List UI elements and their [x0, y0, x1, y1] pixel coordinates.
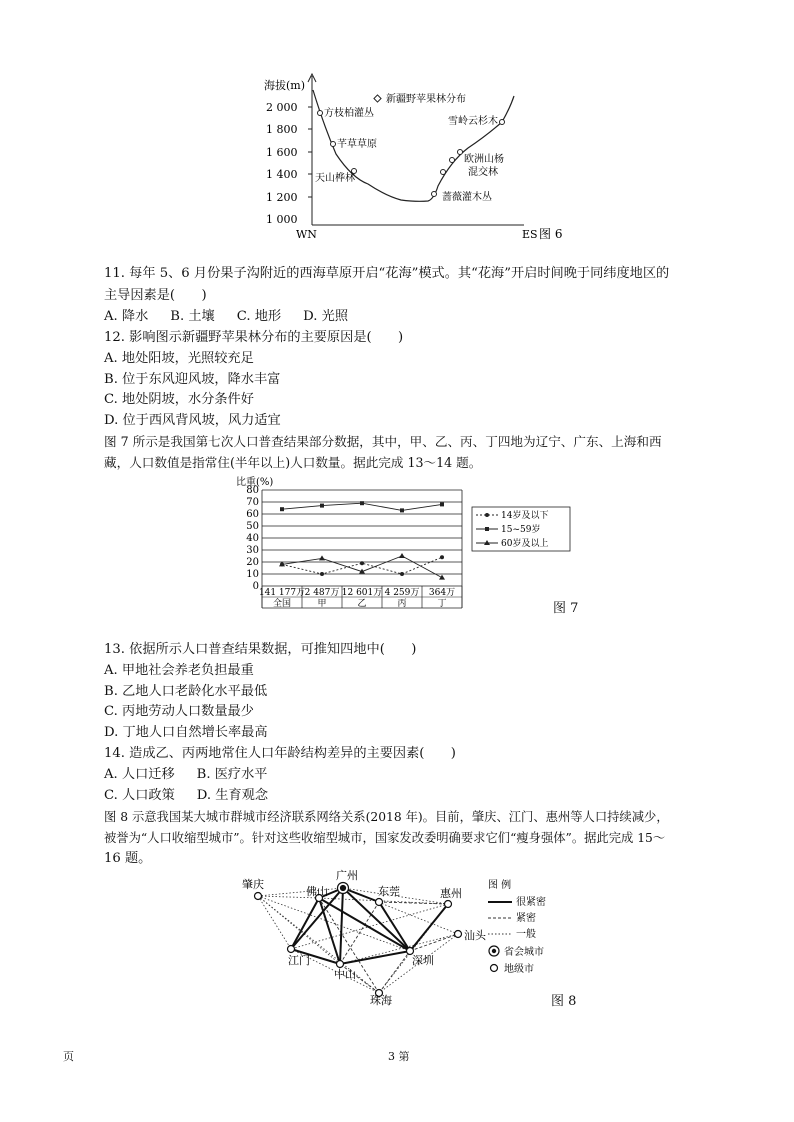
node-zhongshan — [337, 961, 344, 968]
fig8-caption: 图 8 — [551, 994, 577, 1009]
legend-series-0: 14岁及以下 — [501, 511, 549, 521]
chart-point — [319, 555, 325, 560]
q14-option-d[interactable]: D. 生育观念 — [196, 788, 269, 803]
q14-option-b[interactable]: B. 医疗水平 — [196, 767, 268, 782]
q13-option-a[interactable]: A. 甲地社会养老负担最重 — [104, 663, 254, 678]
intro7-line2: 藏，人口数值是指常住(半年以上)人口数量。据此完成 13～14 题。 — [104, 455, 482, 470]
intro8-line3: 16 题。 — [104, 851, 152, 866]
legend-prefecture: 地级市 — [504, 964, 534, 975]
fig8-legend — [488, 878, 546, 975]
fig6-ytick: 1 400 — [266, 168, 298, 181]
legend-series-2: 60岁及以上 — [501, 539, 549, 549]
fig6-xlabel-left: WN — [296, 228, 317, 241]
q12-option-d[interactable]: D. 位于西风背风坡，风力适宜 — [104, 413, 281, 428]
chart-ytick: 10 — [246, 569, 259, 580]
q14-option-c[interactable]: C. 人口政策 — [104, 788, 175, 803]
chart-category-label: 甲 — [317, 599, 327, 609]
city-dongguan: 东莞 — [378, 885, 400, 898]
intro7-line1: 图 7 所示是我国第七次人口普查结果部分数据，其中，甲、乙、丙、丁四地为辽宁、广东、上海和西 — [104, 434, 662, 449]
chart-point — [399, 553, 405, 558]
chart-point — [280, 507, 284, 511]
city-foshan: 佛山 — [306, 885, 328, 898]
footer-page-number: 3 第 — [388, 1050, 410, 1063]
fig6-ylabel: 海拔(m) — [264, 79, 306, 92]
chart-ytick: 50 — [246, 521, 259, 532]
chart-point — [439, 575, 445, 580]
chart-population-label: 141 177万 — [258, 588, 306, 598]
city-huizhou: 惠州 — [440, 887, 462, 900]
chart-point — [360, 561, 364, 565]
fig6-label-birch: 天山桦林 — [315, 173, 355, 184]
city-shantou: 汕头 — [464, 929, 486, 942]
node-dongguan — [376, 899, 383, 906]
city-shenzhen: 深圳 — [412, 954, 434, 967]
q11-option-a[interactable]: A. 降水 — [104, 309, 149, 324]
city-zhaoqing: 肇庆 — [242, 878, 264, 891]
chart-category-label: 乙 — [357, 599, 367, 609]
q14-options-row1 — [104, 765, 290, 785]
chart-population-label: 12 601万 — [341, 588, 383, 598]
chart-ytick: 70 — [246, 497, 259, 508]
q13-option-d[interactable]: D. 丁地人口自然增长率最高 — [104, 725, 268, 740]
intro8-line2: 被誉为“人口收缩型城市”。针对这些收缩型城市，国家发改委明确要求它们“瘦身强体”。据此完成 15～ — [104, 831, 666, 845]
fig8-legend-title: 图 例 — [488, 880, 512, 891]
q11-option-d[interactable]: D. 光照 — [303, 309, 349, 324]
fig7-caption: 图 7 — [553, 601, 579, 616]
city-zhuhai: 珠海 — [370, 994, 392, 1007]
chart-ytick: 30 — [246, 545, 259, 556]
chart-ylabel: 比重(%) — [236, 477, 274, 488]
chart-population-label: 2 487万 — [304, 588, 340, 598]
chart-point — [440, 502, 444, 506]
fig6-label-rose: 蔷薇灌木丛 — [442, 192, 492, 203]
chart-point — [320, 572, 324, 576]
chart-ytick: 0 — [252, 581, 259, 592]
node-huizhou — [445, 901, 452, 908]
fig6-ytick: 1 600 — [266, 146, 298, 159]
q13-option-b[interactable]: B. 乙地人口老龄化水平最低 — [104, 684, 268, 699]
footer-left: 页 — [63, 1050, 74, 1063]
q12-stem: 12. 影响图示新疆野苹果林分布的主要原因是( ) — [104, 330, 404, 345]
fig6-xlabel-right: ES — [522, 228, 538, 241]
fig6-label-mixed1: 欧洲山杨 — [464, 154, 504, 165]
q12-option-b[interactable]: B. 位于东风迎风坡，降水丰富 — [104, 372, 281, 387]
legend-close: 紧密 — [516, 913, 536, 924]
q12-option-c[interactable]: C. 地处阴坡，水分条件好 — [104, 392, 254, 407]
legend-capital: 省会城市 — [504, 947, 544, 958]
chart-point — [400, 572, 404, 576]
city-zhongshan: 中山 — [334, 968, 356, 981]
chart-ytick: 60 — [246, 509, 259, 520]
node-shantou — [455, 931, 462, 938]
legend-series-1: 15~59岁 — [501, 525, 541, 535]
fig6-label-meadow: 芊草草原 — [337, 139, 377, 150]
figure-6 — [256, 66, 566, 246]
chart-population-label: 4 259万 — [384, 588, 420, 598]
fig6-label-spruce: 雪岭云杉木 — [448, 116, 498, 127]
legend-general: 一般 — [516, 929, 536, 940]
q13-stem: 13. 依据所示人口普查结果数据，可推知四地中( ) — [104, 642, 417, 657]
node-jiangmen — [288, 946, 295, 953]
q11-stem-line2: 主导因素是( ) — [104, 288, 207, 303]
city-jiangmen: 江门 — [288, 954, 310, 967]
city-guangzhou: 广州 — [336, 869, 358, 882]
q11-options — [104, 307, 370, 327]
q14-stem: 14. 造成乙、丙两地常住人口年龄结构差异的主要因素( ) — [104, 746, 456, 761]
figure-8-network — [236, 868, 596, 1008]
fig6-label-juniper: 方枝柏灌丛 — [324, 108, 374, 119]
q14-option-a[interactable]: A. 人口迁移 — [104, 767, 175, 782]
chart-population-label: 364万 — [428, 588, 456, 598]
q12-option-a[interactable]: A. 地处阳坡，光照较充足 — [104, 351, 254, 366]
fig6-ytick: 1 800 — [266, 123, 298, 136]
node-zhaoqing — [255, 893, 262, 900]
fig6-label-apple: 新疆野苹果林分布 — [386, 94, 466, 105]
chart-category-label: 丙 — [397, 599, 407, 609]
chart-category-label: 全国 — [272, 599, 292, 609]
intro8-line1: 图 8 示意我国某大城市群城市经济联系网络关系(2018 年)。目前，肇庆、江门、惠州等人口持续减少， — [104, 810, 669, 824]
chart-point — [440, 555, 444, 559]
fig6-ytick: 1 200 — [266, 191, 298, 204]
chart-ytick: 20 — [246, 557, 259, 568]
fig6-ytick: 2 000 — [266, 101, 298, 114]
q11-option-c[interactable]: C. 地形 — [236, 309, 282, 324]
chart-ytick: 80 — [246, 485, 259, 496]
fig6-caption: 图 6 — [539, 227, 563, 241]
q14-options-row2 — [104, 786, 290, 806]
q11-stem-line1: 11. 每年 5、6 月份果子沟附近的西海草原开启“花海”模式。其“花海”开启时间晚于同纬度地区的 — [104, 266, 670, 281]
fig6-ytick: 1 000 — [266, 213, 298, 226]
chart-category-label: 丁 — [437, 599, 447, 609]
chart-legend — [472, 507, 570, 551]
fig6-label-mixed2: 混交林 — [468, 167, 498, 178]
q13-option-c[interactable]: C. 丙地劳动人口数量最少 — [104, 704, 254, 719]
legend-very-close: 很紧密 — [516, 897, 546, 908]
chart-point — [360, 501, 364, 505]
q11-option-b[interactable]: B. 土壤 — [170, 309, 215, 324]
chart-ytick: 40 — [246, 533, 259, 544]
chart-point — [400, 508, 404, 512]
chart-point — [320, 504, 324, 508]
